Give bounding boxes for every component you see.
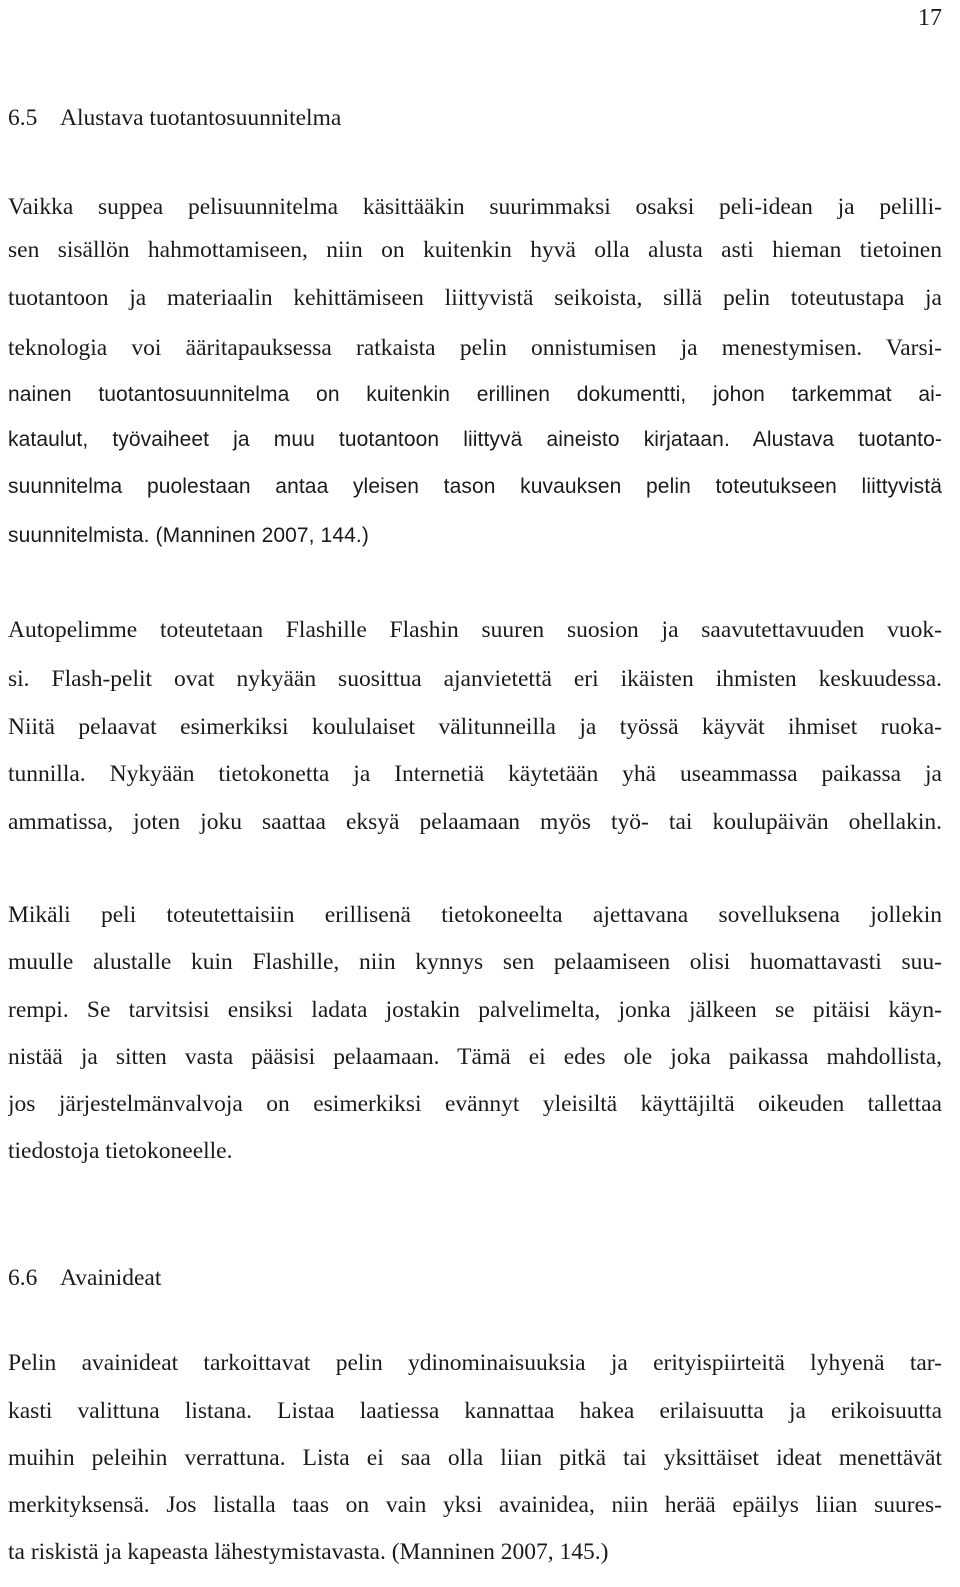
text-line: nistää ja sitten vasta pääsisi pelaamaan. Tämä ei edes ole joka paikassa mahdollista, — [8, 1044, 942, 1070]
text-line: Pelin avainideat tarkoittavat pelin ydinominaisuuksia ja erityispiirteitä lyhyenä tar- — [8, 1350, 942, 1376]
section-number: 6.5 — [8, 105, 38, 131]
text-line: muihin peleihin verrattuna. Lista ei saa olla liian pitkä tai yksittäiset ideat menettävät — [8, 1445, 942, 1471]
text-line: nainen tuotantosuunnitelma on kuitenkin erillinen dokumentti, johon tarkemmat ai- — [8, 383, 942, 406]
text-line: merkityksensä. Jos listalla taas on vain yksi avainidea, niin herää epäilys liian suures- — [8, 1492, 942, 1518]
text-line: Mikäli peli toteutettaisiin erillisenä tietokoneelta ajettavana sovelluksena jollekin — [8, 902, 942, 928]
text-line: ta riskistä ja kapeasta lähestymistavasta. (Manninen 2007, 145.) — [8, 1539, 609, 1565]
text-line: ammatissa, joten joku saattaa eksyä pelaamaan myös työ- tai koulupäivän ohellakin. — [8, 809, 942, 835]
section-heading-6-5 — [8, 103, 341, 133]
text-line: kataulut, työvaiheet ja muu tuotantoon liittyvä aineisto kirjataan. Alustava tuotanto- — [8, 428, 942, 451]
text-line: Niitä pelaavat esimerkiksi koululaiset välitunneilla ja työssä käyvät ihmiset ruoka- — [8, 714, 942, 740]
text-line: tunnilla. Nykyään tietokonetta ja Internetiä käytetään yhä useammassa paikassa ja — [8, 761, 942, 787]
page-number: 17 — [918, 5, 942, 31]
section-number: 6.6 — [8, 1265, 38, 1291]
text-line: kasti valittuna listana. Listaa laatiessa kannattaa hakea erilaisuutta ja erikoisuutta — [8, 1398, 942, 1424]
text-line: muulle alustalle kuin Flashille, niin kynnys sen pelaamiseen olisi huomattavasti suu- — [8, 949, 942, 975]
text-line: Autopelimme toteutetaan Flashille Flashin suuren suosion ja saavutettavuuden vuok- — [8, 617, 942, 643]
text-line: teknologia voi ääritapauksessa ratkaista pelin onnistumisen ja menestymisen. Varsi- — [8, 335, 942, 361]
text-line: rempi. Se tarvitsisi ensiksi ladata jostakin palvelimelta, jonka jälkeen se pitäisi käyn- — [8, 997, 942, 1023]
text-line: tuotantoon ja materiaalin kehittämiseen liittyvistä seikoista, sillä pelin toteutustapa ja — [8, 285, 942, 311]
text-line: jos järjestelmänvalvoja on esimerkiksi evännyt yleisiltä käyttäjiltä oikeuden tallettaa — [8, 1091, 942, 1117]
text-line: Vaikka suppea pelisuunnitelma käsittääkin suurimmaksi osaksi peli-idean ja pelilli- — [8, 194, 942, 220]
section-heading-6-6 — [8, 1263, 161, 1293]
section-title: Alustava tuotantosuunnitelma — [60, 105, 342, 131]
section-title: Avainideat — [60, 1265, 162, 1291]
text-line: suunnitelmista. (Manninen 2007, 144.) — [8, 524, 369, 547]
text-line: si. Flash-pelit ovat nykyään suosittua ajanvietettä eri ikäisten ihmisten keskuudessa. — [8, 666, 942, 692]
text-line: tiedostoja tietokoneelle. — [8, 1138, 233, 1164]
text-line: suunnitelma puolestaan antaa yleisen tason kuvauksen pelin toteutukseen liittyvistä — [8, 475, 942, 498]
text-line: sen sisällön hahmottamiseen, niin on kuitenkin hyvä olla alusta asti hieman tietoinen — [8, 237, 942, 263]
